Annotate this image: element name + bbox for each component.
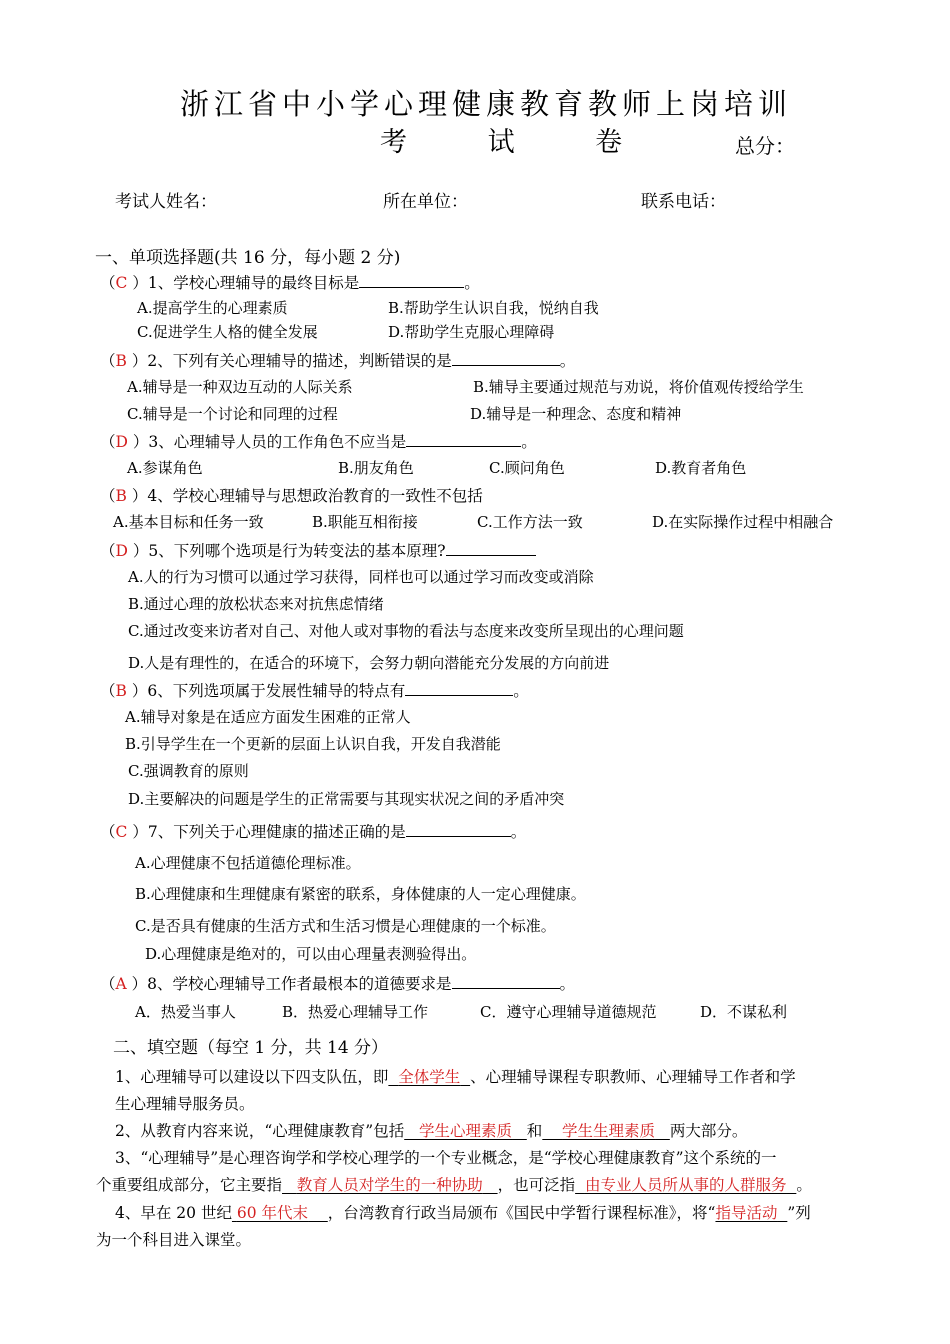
- option: B.心理健康和生理健康有紧密的联系，身体健康的人一定心理健康。: [135, 885, 586, 903]
- option: C.工作方法一致: [477, 513, 583, 531]
- option: B.通过心理的放松状态来对抗焦虑情绪: [128, 595, 384, 613]
- fill-answer: 指导活动: [715, 1204, 778, 1222]
- option: A.基本目标和任务一致: [113, 513, 264, 531]
- answer-blank: [446, 540, 536, 556]
- option: A.辅导是一种双边互动的人际关系: [127, 378, 353, 396]
- question-stem: 4、学校心理辅导与思想政治教育的一致性不包括: [147, 487, 483, 505]
- question-stem: 5、下列哪个选项是行为转变法的基本原理?: [148, 542, 446, 560]
- option: A.人的行为习惯可以通过学习获得，同样也可以通过学习而改变或消除: [128, 568, 594, 586]
- question-tail: 。: [559, 975, 576, 993]
- answer-letter: A: [115, 975, 127, 993]
- fill-item-4: [115, 1201, 811, 1223]
- option: D.在实际操作过程中相融合: [652, 513, 834, 531]
- option: D.教育者角色: [655, 459, 747, 477]
- fill-text: 1、心理辅导可以建设以下四支队伍，即: [115, 1068, 389, 1086]
- question-3: （D ）3、心理辅导人员的工作角色不应当是 。: [100, 433, 537, 451]
- answer-blank: [452, 350, 560, 366]
- question-tail: 。: [513, 682, 529, 700]
- option: D.帮助学生克服心理障碍: [388, 323, 555, 341]
- option: C.强调教育的原则: [128, 762, 249, 780]
- fill-item-2: [115, 1119, 747, 1141]
- fill-text: 个重要组成部分，它主要指: [96, 1176, 283, 1194]
- fill-answer: 学生心理素质: [419, 1122, 513, 1140]
- option: C.促进学生人格的健全发展: [137, 323, 318, 341]
- option: A．热爱当事人: [135, 1003, 236, 1021]
- question-stem: 3、心理辅导人员的工作角色不应当是: [148, 433, 407, 451]
- fill-answer: 教育人员对学生的一种协助: [296, 1176, 483, 1194]
- option: A.参谋角色: [127, 459, 203, 477]
- option: B.引导学生在一个更新的层面上认识自我，开发自我潜能: [125, 735, 501, 753]
- option: D.心理健康是绝对的，可以由心理量表测验得出。: [145, 945, 477, 963]
- option: B．热爱心理辅导工作: [282, 1003, 429, 1021]
- option: C.通过改变来访者对自己、对他人或对事物的看法与态度来改变所呈现出的心理问题: [128, 622, 684, 640]
- option: B.辅导主要通过规范与劝说，将价值观传授给学生: [473, 378, 804, 396]
- answer-blank: [452, 973, 560, 989]
- question-1: （C ）1、学校心理辅导的最终目标是 。: [100, 274, 480, 292]
- exam-subtitle: 考 试 卷: [380, 127, 659, 158]
- option: B.朋友角色: [338, 459, 414, 477]
- answer-blank: [406, 431, 521, 447]
- option: B.帮助学生认识自我，悦纳自我: [388, 299, 599, 317]
- fill-item-1-cont: 生心理辅导服务员。: [115, 1095, 255, 1113]
- answer-letter: C: [115, 274, 128, 292]
- option: D.人是有理性的，在适合的环境下，会努力朝向潜能充分发展的方向前进: [128, 654, 610, 672]
- question-5: （D ）5、下列哪个选项是行为转变法的基本原理?: [100, 539, 536, 561]
- fill-item-4-cont: 为一个科目进入课堂。: [96, 1231, 252, 1249]
- fill-text: 和: [526, 1122, 543, 1140]
- answer-letter: D: [115, 433, 128, 451]
- option: C.顾问角色: [489, 459, 565, 477]
- question-tail: 。: [510, 823, 527, 841]
- exam-title: 浙江省中小学心理健康教育教师上岗培训: [180, 87, 793, 121]
- section1-title: 一、单项选择题(共 16 分，每小题 2 分): [95, 248, 401, 268]
- fill-text: 4、早在 20 世纪: [115, 1204, 232, 1222]
- answer-letter: B: [115, 487, 127, 505]
- fill-text: ”列: [787, 1204, 811, 1222]
- question-2: （B ）2、下列有关心理辅导的描述，判断错误的是 。: [100, 352, 576, 370]
- section2-title: 二、填空题（每空 1 分，共 14 分）: [113, 1038, 389, 1058]
- fill-answer: 学生生理素质: [562, 1122, 656, 1140]
- option: A.心理健康不包括道德伦理标准。: [135, 854, 361, 872]
- question-stem: 6、下列选项属于发展性辅导的特点有: [147, 682, 406, 700]
- question-8: （A ）8、学校心理辅导工作者最根本的道德要求是 。: [100, 975, 576, 993]
- question-tail: 。: [559, 352, 576, 370]
- option: C.辅导是一个讨论和同理的过程: [127, 405, 338, 423]
- answer-blank: [359, 272, 464, 288]
- unit-label: 所在单位：: [383, 192, 468, 212]
- total-score-label: 总分：: [735, 134, 795, 158]
- fill-text: 、心理辅导课程专职教师、心理辅导工作者和学: [470, 1068, 796, 1086]
- answer-blank: [406, 821, 511, 837]
- option: B.职能互相衔接: [312, 513, 418, 531]
- fill-answer: 由专业人员所从事的人群服务: [584, 1176, 787, 1194]
- option: D.主要解决的问题是学生的正常需要与其现实状况之间的矛盾冲突: [128, 790, 565, 808]
- answer-letter: C: [115, 823, 128, 841]
- question-tail: 。: [521, 433, 537, 451]
- answer-letter: B: [115, 352, 127, 370]
- fill-answer: 60 年代末: [236, 1204, 309, 1222]
- question-6: （B ）6、下列选项属于发展性辅导的特点有 。: [100, 682, 529, 700]
- question-7: （C ）7、下列关于心理健康的描述正确的是 。: [100, 823, 527, 841]
- answer-blank: [405, 680, 513, 696]
- question-stem: 8、学校心理辅导工作者最根本的道德要求是: [147, 975, 452, 993]
- fill-item-3: 3、“心理辅导”是心理咨询学和学校心理学的一个专业概念，是“学校心理健康教育”这个系统的一: [115, 1149, 777, 1167]
- fill-item-3-cont: [96, 1173, 812, 1195]
- fill-text: 。: [796, 1176, 812, 1194]
- option: D.辅导是一种理念、态度和精神: [470, 405, 682, 423]
- answer-letter: D: [115, 542, 128, 560]
- option: D．不谋私利: [700, 1003, 788, 1021]
- fill-text: ，也可泛指: [497, 1176, 576, 1194]
- phone-label: 联系电话：: [641, 192, 726, 212]
- fill-text: 2、从教育内容来说，“心理健康教育”包括: [115, 1122, 405, 1140]
- question-tail: 。: [464, 274, 480, 292]
- question-stem: 7、下列关于心理健康的描述正确的是: [147, 823, 406, 841]
- fill-text: ，台湾教育行政当局颁布《国民中学暂行课程标准》，将“: [327, 1204, 716, 1222]
- question-4: （B ）4、学校心理辅导与思想政治教育的一致性不包括: [100, 487, 483, 505]
- name-label: 考试人姓名：: [115, 192, 217, 212]
- question-stem: 1、学校心理辅导的最终目标是: [147, 274, 360, 292]
- question-stem: 2、下列有关心理辅导的描述，判断错误的是: [147, 352, 452, 370]
- option: A.辅导对象是在适应方面发生困难的正常人: [125, 708, 411, 726]
- option: C．遵守心理辅导道德规范: [480, 1003, 657, 1021]
- fill-item-1: [115, 1065, 796, 1087]
- option: C.是否具有健康的生活方式和生活习惯是心理健康的一个标准。: [135, 917, 556, 935]
- fill-answer: 全体学生: [398, 1068, 461, 1086]
- option: A.提高学生的心理素质: [137, 299, 288, 317]
- answer-letter: B: [115, 682, 127, 700]
- fill-text: 两大部分。: [669, 1122, 748, 1140]
